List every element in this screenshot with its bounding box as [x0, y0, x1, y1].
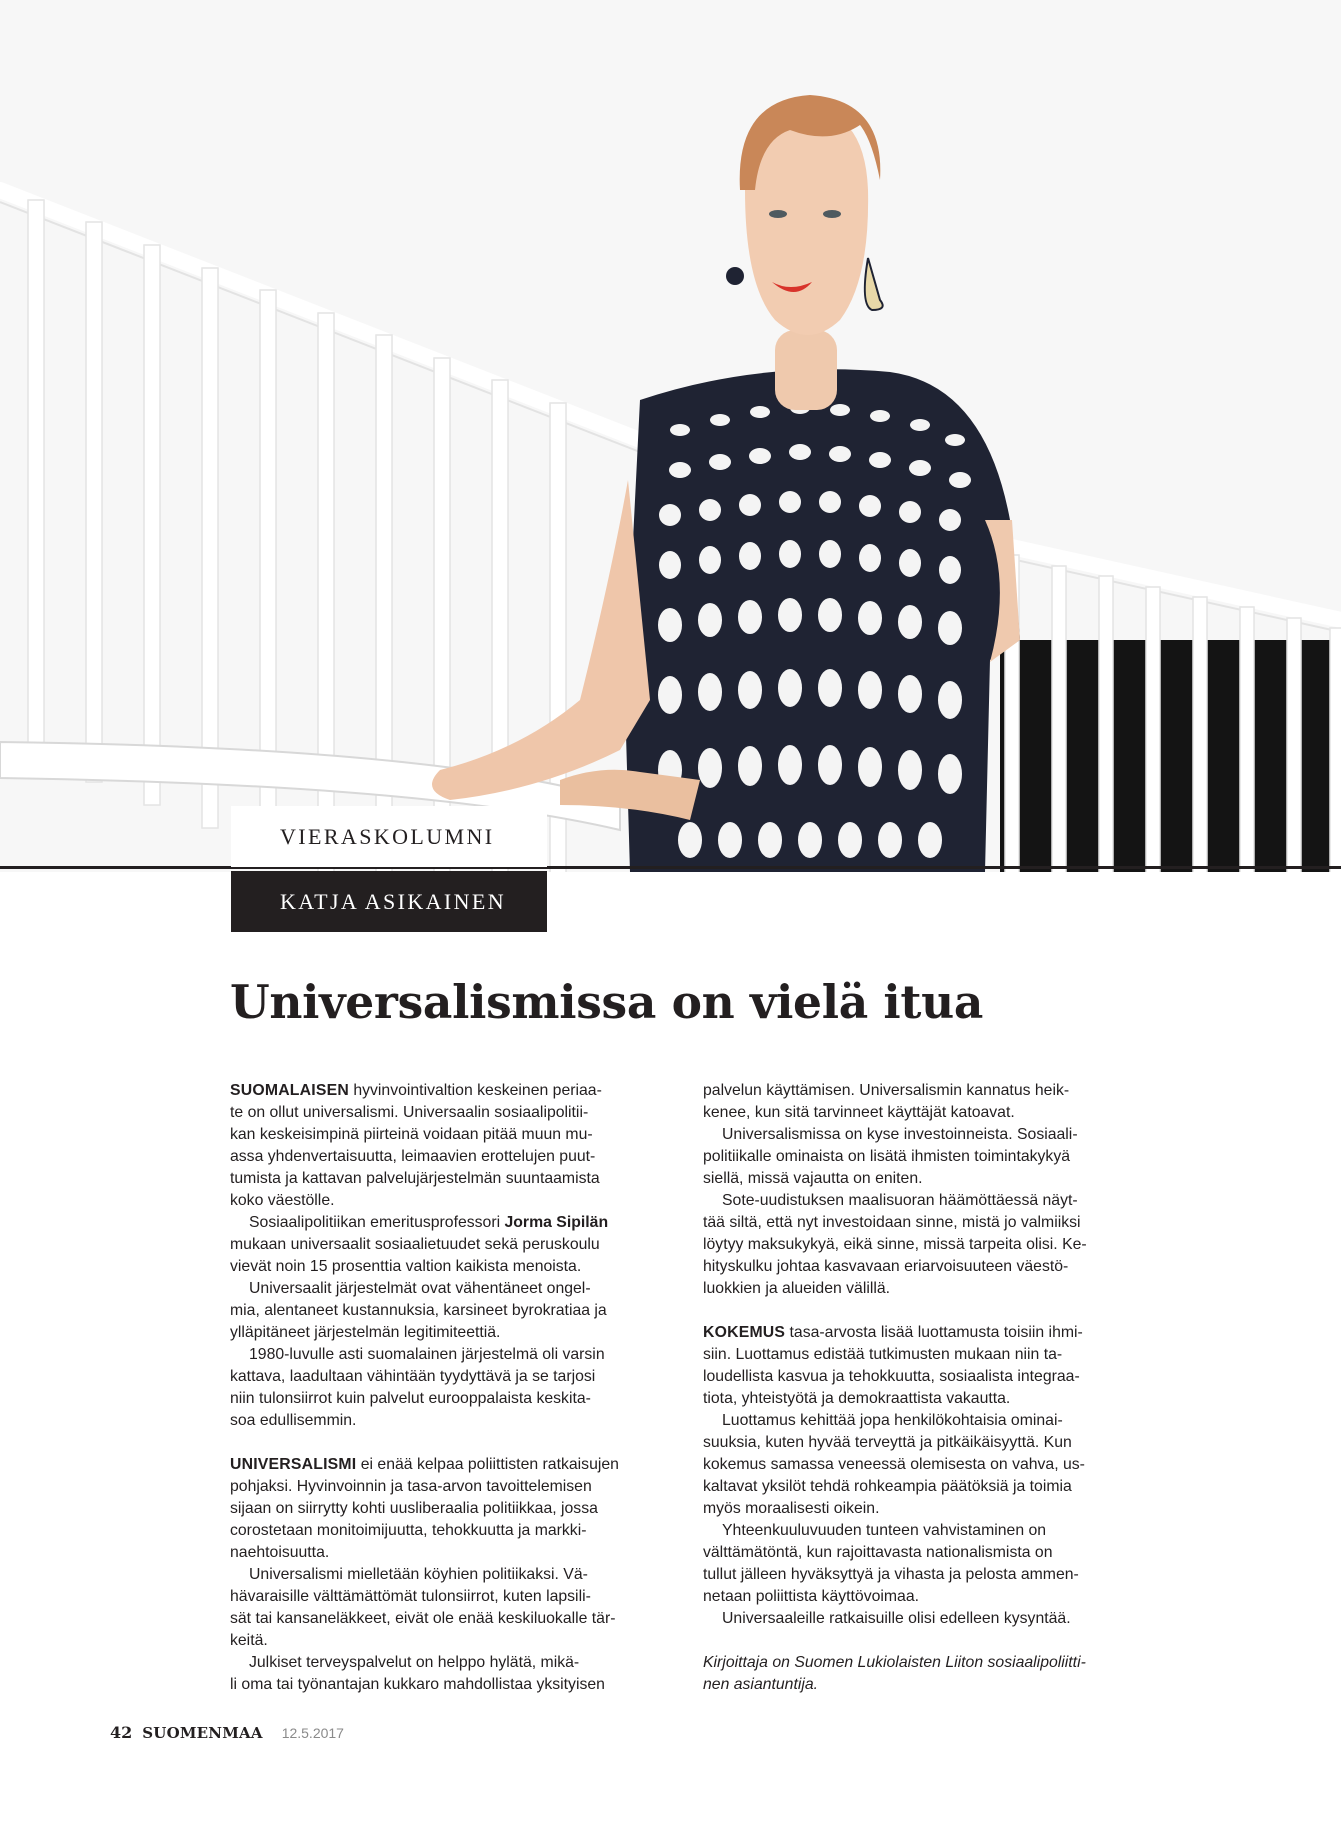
paragraph: Sote-uudistuksen maalisuoran häämöttäessä näyt- tää siltä, että nyt investoidaan sinne, mistä jo valmiiksi löytyy maksukykyä, eikä sinne, missä tarpeita olisi. Ke- hityskulku johtaa kasvavaan eriarvoisuuteen väestö- luokkien ja alueiden välillä.	[703, 1192, 1087, 1297]
paragraph	[230, 1212, 660, 1278]
author-credit: Kirjoittaja on Suomen Lukiolaisten Liiton sosiaalipoliitti- nen asiantuntija.	[703, 1654, 1086, 1693]
paragraph: Luottamus kehittää jopa henkilökohtaisia ominai- suuksia, kuten hyvää terveyttä ja pitkäikäisyyttä. Kun kokemus samassa veneessä olemisesta on vahva, us- kaltavat yksilöt tehdä rohkeampia päätöksiä ja toimia myös moraalisesti oikein.	[703, 1412, 1085, 1517]
section-kicker: VIERASKOLUMNI	[231, 806, 547, 867]
article-headline: Universalismissa on vielä itua	[230, 975, 984, 1029]
paragraph-text: Sosiaalipolitiikan emeritusprofessori	[249, 1214, 505, 1231]
article-column-right	[703, 1080, 1133, 1696]
paragraph-text: mukaan universaalit sosiaalietuudet sekä peruskoulu vievät noin 15 prosenttia valtion kaikista menoista.	[230, 1236, 600, 1275]
page-number: 42	[110, 1723, 133, 1742]
paragraph: 1980-luvulle asti suomalainen järjestelmä oli varsin kattava, laadultaan vähintään tyydyttävä ja se tarjosi niin tulonsiirrot kuin palvelut eurooppalaista keskita- soa edullisemmin.	[230, 1346, 605, 1429]
paragraph-text: hyvinvointivaltion keskeinen periaa- te on ollut universalismi. Universaalin sosiaalipolitii- kan keskeisimpinä piirteinä voidaan pitää muun mu- assa yhdenvertaisuutta, leimaavien erottelujen puut- tumista ja kattavan palvelujärjestelmän suuntaamista koko väestölle.	[230, 1082, 602, 1209]
article-column-left	[230, 1080, 660, 1696]
issue-date: 12.5.2017	[281, 1725, 344, 1741]
paragraph: palvelun käyttämisen. Universalismin kannatus heik- kenee, kun sitä tarvinneet käyttäjät katoavat.	[703, 1082, 1070, 1121]
paragraph	[230, 1454, 660, 1564]
author-photo	[0, 0, 1341, 872]
paragraph-text: ei enää kelpaa poliittisten ratkaisujen pohjaksi. Hyvinvoinnin ja tasa-arvon tavoittelemisen sijaan on siirrytty kohti uusliberaalia politiikkaa, jossa corostetaan monitoimijuutta, tehokkuutta ja markki- naehtoisuutta.	[230, 1456, 619, 1561]
paragraph	[703, 1322, 1133, 1410]
paragraph	[230, 1080, 660, 1212]
author-photo-illustration	[0, 0, 1341, 872]
page-footer	[110, 1723, 344, 1742]
publication-name: SUOMENMAA	[142, 1724, 263, 1742]
paragraph-lead-word: UNIVERSALISMI	[230, 1456, 357, 1473]
paragraph: Universaalit järjestelmät ovat vähentäneet ongel- mia, alentaneet kustannuksia, karsineet byrokratiaa ja ylläpitäneet järjestelmän legitimiteettiä.	[230, 1280, 607, 1341]
paragraph: Universaaleille ratkaisuille olisi edelleen kysyntää.	[722, 1610, 1071, 1627]
author-byline: KATJA ASIKAINEN	[231, 871, 547, 932]
paragraph: Julkiset terveyspalvelut on helppo hylätä, mikä- li oma tai työnantajan kukkaro mahdollistaa yksityisen	[230, 1654, 605, 1693]
paragraph-lead-word: SUOMALAISEN	[230, 1082, 349, 1099]
paragraph-text: tasa-arvosta lisää luottamusta toisiin ihmi- siin. Luottamus edistää tutkimusten mukaan niin ta- loudellista kasvua ja tehokkuutta, sosiaalista integraa- tiota, yhteistyötä ja demokraattista vakautta.	[703, 1324, 1083, 1407]
photo-bottom-rule	[0, 866, 1341, 869]
paragraph: Universalismissa on kyse investoinneista. Sosiaali- politiikalle ominaista on lisätä ihmisten toimintakykyä siellä, missä vajautta on eniten.	[703, 1126, 1078, 1187]
paragraph: Yhteenkuuluvuuden tunteen vahvistaminen on välttämätöntä, kun rajoittavasta nationalismista on tullut jälleen hyväksyttyä ja vihasta ja pelosta ammen- netaan poliittista käyttövoimaa.	[703, 1522, 1079, 1605]
paragraph: Universalismi mielletään köyhien politiikaksi. Vä- hävaraisille välttämättömät tulonsiirrot, kuten lapsili- sät tai kansaneläkkeet, eivät ole enää keskiluokalle tär- keitä.	[230, 1566, 616, 1649]
person-name: Jorma Sipilän	[504, 1214, 609, 1231]
paragraph-lead-word: KOKEMUS	[703, 1324, 786, 1341]
